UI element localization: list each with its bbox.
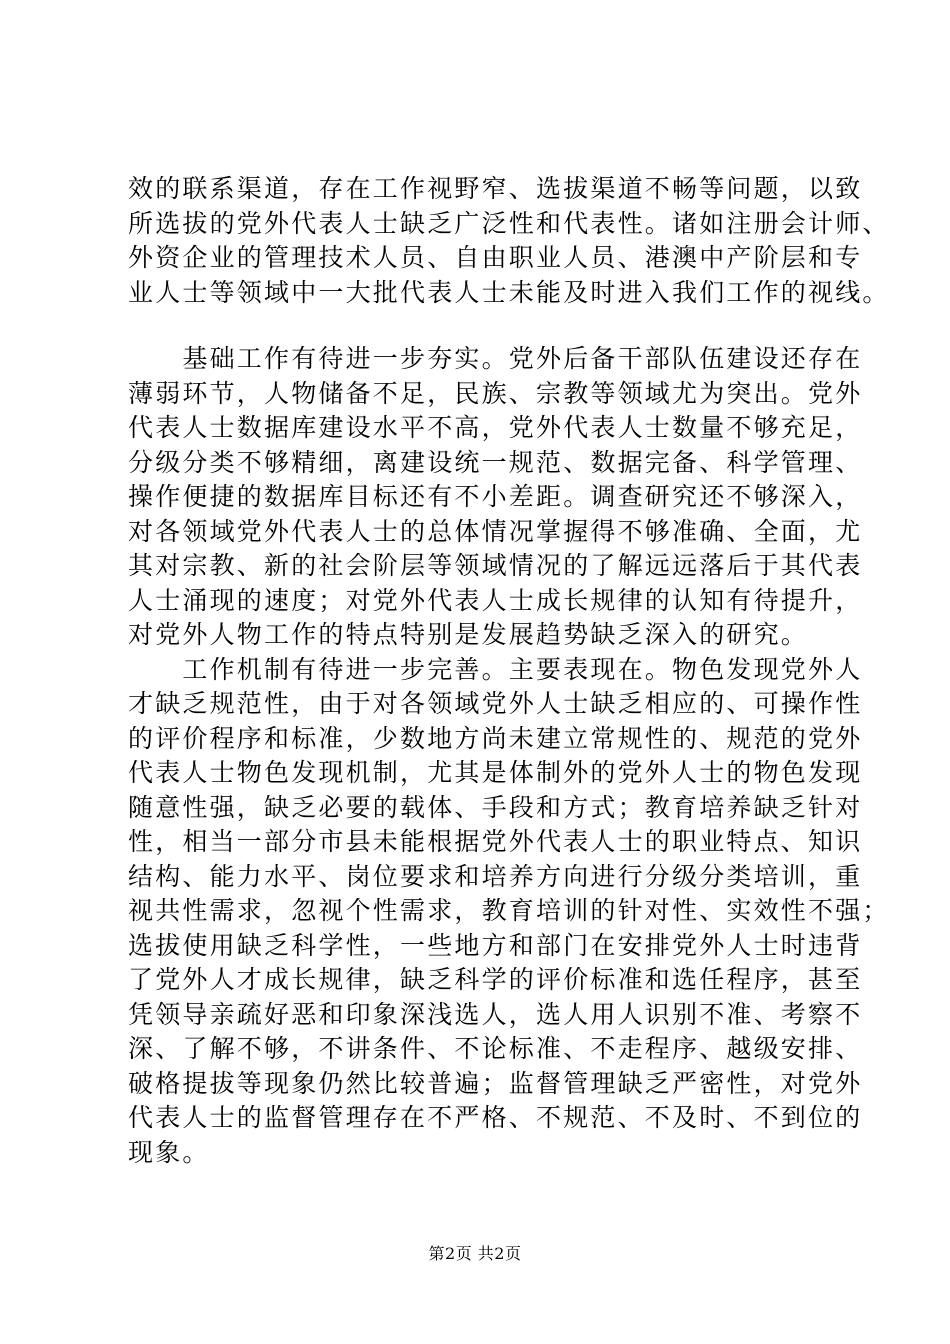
text-line: 选拔使用缺乏科学性，一些地方和部门在安排党外人士时违背 [128,930,863,960]
paragraph-spacer [128,310,828,342]
text-line: 代表人士数据库建设水平不高，党外代表人士数量不够充足， [128,413,863,442]
text-line: 其对宗教、新的社会阶层等领域情况的了解远远落后于其代表 [128,551,863,580]
text-line: 视共性需求，忽视个性需求，教育培训的针对性、实效性不强； [128,896,890,925]
text-line: 性，相当一部分市县未能根据党外代表人士的职业特点、知识 [128,827,863,856]
text-line: 外资企业的管理技术人员、自由职业人员、港澳中产阶层和专 [128,243,863,272]
text-line: 对党外人物工作的特点特别是发展趋势缺乏深入的研究。 [128,620,809,649]
text-line: 工作机制有待进一步完善。主要表现在。物色发现党外人 [128,654,863,684]
text-line: 随意性强，缺乏必要的载体、手段和方式；教育培养缺乏针对 [128,792,863,822]
text-line: 效的联系渠道，存在工作视野窄、选拔渠道不畅等问题，以致 [128,174,863,203]
text-line: 所选拔的党外代表人士缺乏广泛性和代表性。诸如注册会计师、 [128,208,890,238]
text-line: 对各领域党外代表人士的总体情况掌握得不够准确、全面，尤 [128,516,863,546]
text-line: 人士涌现的速度；对党外代表人士成长规律的认知有待提升， [128,585,863,615]
text-line: 基础工作有待进一步夯实。党外后备干部队伍建设还存在 [128,344,863,373]
paragraph-1 [128,172,890,310]
text-line: 代表人士物色发现机制，尤其是体制外的党外人士的物色发现 [128,758,863,787]
text-line: 的评价程序和标准，少数地方尚未建立常规性的、规范的党外 [128,723,863,753]
text-line: 薄弱环节，人物储备不足，民族、宗教等领域尤为突出。党外 [128,378,863,408]
paragraph-2 [128,342,863,653]
document-body [128,172,890,1170]
text-line: 代表人士的监督管理存在不严格、不规范、不及时、不到位的 [128,1103,863,1132]
text-line: 分级分类不够精细，离建设统一规范、数据完备、科学管理、 [128,447,863,477]
text-line: 深、了解不够，不讲条件、不论标准、不走程序、越级安排、 [128,1034,863,1063]
text-line: 了党外人才成长规律，缺乏科学的评价标准和选任程序，甚至 [128,965,863,994]
page-number-footer: 第2页 共2页 [428,1244,522,1263]
text-line: 才缺乏规范性，由于对各领域党外人士缺乏相应的、可操作性 [128,689,863,718]
paragraph-3 [128,653,890,1171]
text-line: 操作便捷的数据库目标还有不小差距。调查研究还不够深入， [128,482,863,511]
text-line: 现象。 [128,1137,210,1167]
text-line: 凭领导亲疏好恶和印象深浅选人，选人用人识别不准、考察不 [128,999,863,1029]
text-line: 业人士等领域中一大批代表人士未能及时进入我们工作的视线。 [128,277,890,307]
text-line: 结构、能力水平、岗位要求和培养方向进行分级分类培训，重 [128,861,863,891]
text-line: 破格提拔等现象仍然比较普遍；监督管理缺乏严密性，对党外 [128,1068,863,1098]
